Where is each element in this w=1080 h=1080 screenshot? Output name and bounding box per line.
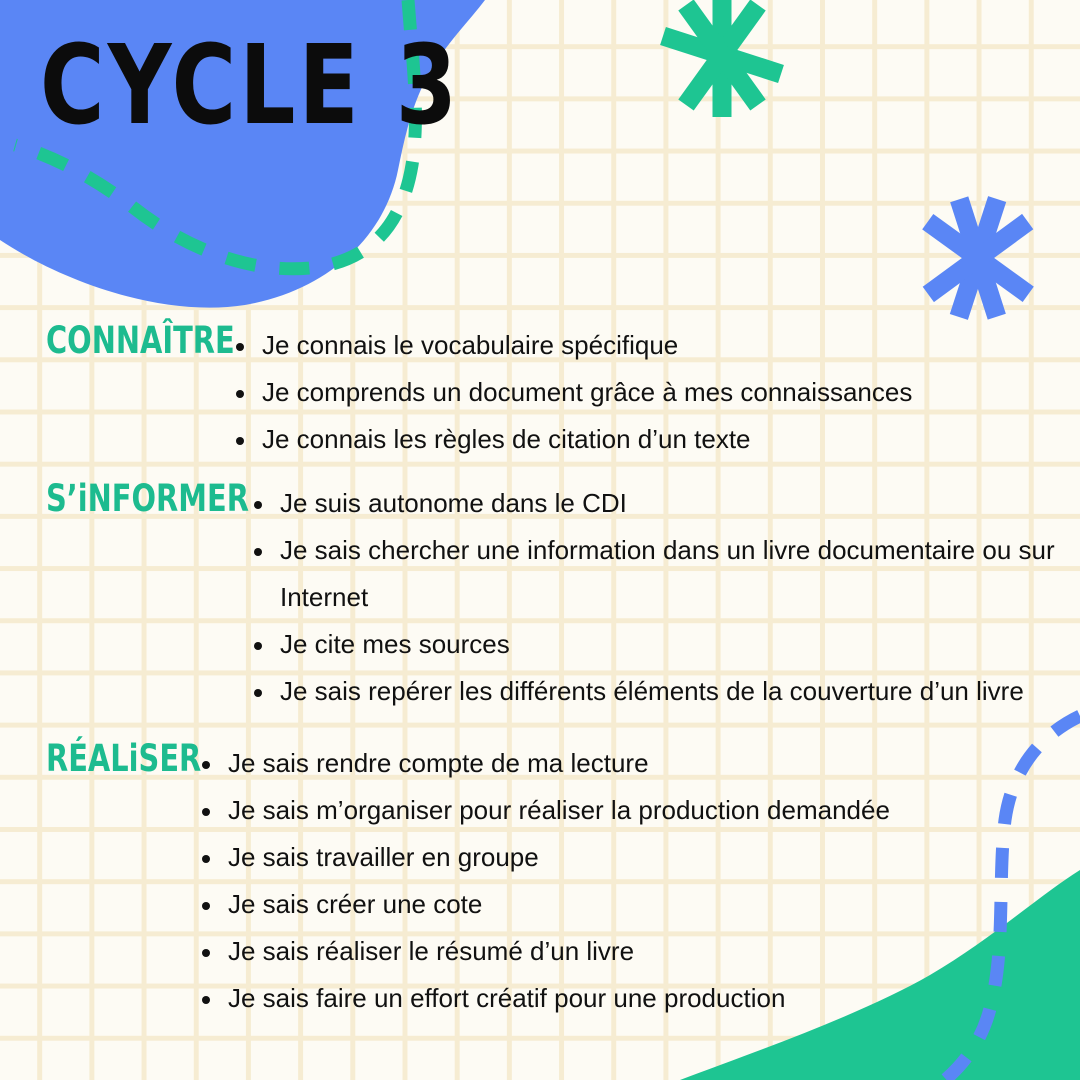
list-item: Je sais m’organiser pour réaliser la production demandée bbox=[198, 787, 890, 834]
section-heading-sinformer: S’iNFORMER bbox=[46, 477, 249, 520]
list-item: Je sais faire un effort créatif pour une production bbox=[198, 975, 890, 1022]
list-item: Je connais les règles de citation d’un texte bbox=[232, 416, 912, 463]
list-item: Je sais repérer les différents éléments de la couverture d’un livre bbox=[250, 668, 1080, 715]
list-item: Je sais réaliser le résumé d’un livre bbox=[198, 928, 890, 975]
item-list-realiser bbox=[198, 740, 890, 1022]
list-item: Je comprends un document grâce à mes connaissances bbox=[232, 369, 912, 416]
list-item: Je sais rendre compte de ma lecture bbox=[198, 740, 890, 787]
list-item: Je sais créer une cote bbox=[198, 881, 890, 928]
blue-asterisk-icon bbox=[903, 181, 1054, 335]
page-title: CYCLE 3 bbox=[40, 21, 461, 149]
list-item: Je sais chercher une information dans un livre documentaire ou sur Internet bbox=[250, 527, 1080, 621]
item-list-connaitre bbox=[232, 322, 912, 463]
list-item: Je cite mes sources bbox=[250, 621, 1080, 668]
item-list-sinformer bbox=[250, 480, 1080, 715]
list-item: Je suis autonome dans le CDI bbox=[250, 480, 1080, 527]
list-item: Je connais le vocabulaire spécifique bbox=[232, 322, 912, 369]
list-item: Je sais travailler en groupe bbox=[198, 834, 890, 881]
section-heading-realiser: RÉALiSER bbox=[46, 737, 202, 780]
green-asterisk-icon bbox=[663, 0, 781, 117]
section-heading-connaitre: CONNAÎTRE bbox=[46, 319, 235, 362]
